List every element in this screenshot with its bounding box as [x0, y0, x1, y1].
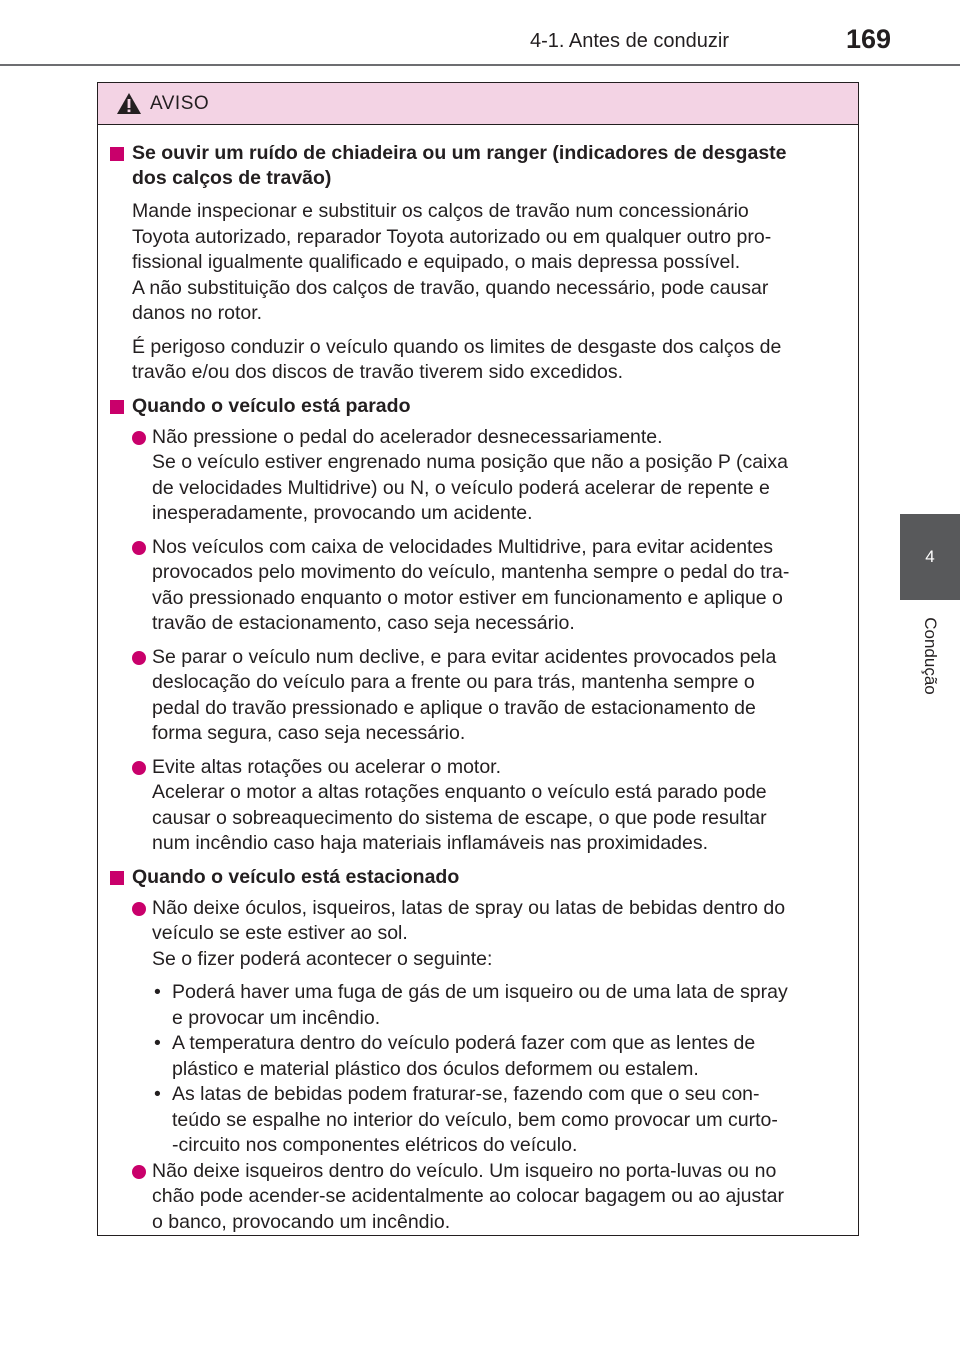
text-line: inesperadamente, provocando um acidente.: [152, 502, 533, 524]
circle-bullet-icon: [132, 541, 146, 555]
list-item: [108, 425, 850, 527]
text-line: de velocidades Multidrive) ou N, o veículo poderá acelerar de repente e: [152, 476, 770, 499]
text-line: É perigoso conduzir o veículo quando os limites de desgaste dos calços de: [132, 335, 782, 358]
text-line: Acelerar o motor a altas rotações enquanto o veículo está parado pode: [152, 781, 767, 803]
chapter-number: 4: [925, 547, 935, 566]
chapter-tab[interactable]: [900, 514, 960, 600]
list-item: [108, 755, 850, 857]
circle-bullet-icon: [132, 902, 146, 916]
text-line: Mande inspecionar e substituir os calços de travão num concessionário: [132, 200, 749, 222]
text-line: plástico e material plástico dos óculos deformem ou estalem.: [172, 1057, 699, 1080]
text-line: A temperatura dentro do veículo poderá fazer com que as lentes de: [172, 1032, 756, 1054]
chapter-label: Condução: [921, 617, 940, 695]
text-line: chão pode acender-se acidentalmente ao colocar bagagem ou ao ajustar: [152, 1185, 785, 1207]
text-line: Evite altas rotações ou acelerar o motor.: [152, 755, 502, 778]
text-line: A não substituição dos calços de travão, quando necessário, pode causar: [132, 276, 769, 299]
text-line: Se o fizer poderá acontecer o seguinte:: [152, 947, 493, 970]
header-divider: [0, 64, 960, 66]
text-line: provocados pelo movimento do veículo, mantenha sempre o pedal do tra-: [152, 561, 790, 583]
text-line: fissional igualmente qualificado e equipado, o mais depressa possível.: [132, 251, 741, 273]
page-number: 169: [846, 24, 892, 54]
square-bullet-icon: [110, 147, 124, 161]
square-bullet-icon: [110, 400, 124, 414]
circle-bullet-icon: [132, 761, 146, 775]
heading-line: Quando o veículo está parado: [132, 394, 411, 417]
paragraph: [108, 335, 850, 386]
sub-bullet-marker: •: [154, 1032, 161, 1054]
warning-box: [97, 82, 859, 1236]
text-line: e provocar um incêndio.: [172, 1006, 381, 1029]
text-line: Poderá haver uma fuga de gás de um isqueiro ou de uma lata de spray: [172, 981, 788, 1003]
text-line: As latas de bebidas podem fraturar-se, fazendo com que o seu con-: [172, 1083, 760, 1105]
text-line: Se parar o veículo num declive, e para evitar acidentes provocados pela: [152, 645, 777, 668]
text-line: num incêndio caso haja materiais inflamáveis nas proximidades.: [152, 832, 709, 854]
text-line: travão e/ou dos discos de travão tiverem sido excedidos.: [132, 361, 624, 383]
text-line: forma segura, caso seja necessário.: [152, 722, 466, 744]
sub-bullet-marker: •: [154, 1083, 161, 1105]
text-line: teúdo se espalhe no interior do veículo, bem como provocar um curto-: [172, 1108, 778, 1131]
section-heading-parked: [108, 865, 850, 890]
text-line: Não deixe isqueiros dentro do veículo. Um isqueiro no porta-luvas ou no: [152, 1159, 777, 1182]
circle-bullet-icon: [132, 1165, 146, 1179]
section-header: 4-1. Antes de conduzir: [530, 30, 730, 52]
heading-line: Quando o veículo está estacionado: [132, 865, 460, 888]
text-line: pedal do travão pressionado e aplique o travão de estacionamento de: [152, 696, 756, 719]
list-item: [108, 645, 850, 747]
text-line: o banco, provocando um incêndio.: [152, 1210, 451, 1233]
warning-triangle-icon: [116, 92, 142, 115]
text-line: veículo se este estiver ao sol.: [152, 922, 408, 944]
text-line: Não deixe óculos, isqueiros, latas de spray ou latas de bebidas dentro do: [152, 896, 786, 919]
text-line: deslocação do veículo para a frente ou para trás, mantenha sempre o: [152, 671, 755, 693]
text-line: causar o sobreaquecimento do sistema de escape, o que pode resultar: [152, 806, 767, 829]
text-line: Não pressione o pedal do acelerador desnecessariamente.: [152, 425, 663, 448]
warning-header: [98, 83, 858, 125]
text-line: Se o veículo estiver engrenado numa posição que não a posição P (caixa: [152, 451, 788, 473]
text-line: vão pressionado enquanto o motor estiver em funcionamento e aplique o: [152, 586, 783, 609]
list-item: [108, 535, 850, 637]
square-bullet-icon: [110, 871, 124, 885]
list-item: [108, 1159, 850, 1236]
list-item: [108, 896, 850, 973]
section-heading-stopped: [108, 394, 850, 419]
text-line: Toyota autorizado, reparador Toyota autorizado ou em qualquer outro pro-: [132, 225, 772, 248]
section-heading-brake-pads: [108, 141, 850, 191]
warning-content: [98, 125, 858, 1235]
sub-bullet-marker: •: [154, 981, 161, 1003]
text-line: danos no rotor.: [132, 302, 263, 324]
circle-bullet-icon: [132, 431, 146, 445]
sub-list-item: [108, 1082, 850, 1159]
text-line: travão de estacionamento, caso seja necessário.: [152, 612, 575, 634]
text-line: Nos veículos com caixa de velocidades Multidrive, para evitar acidentes: [152, 535, 774, 558]
heading-line: Se ouvir um ruído de chiadeira ou um ranger (indicadores de desgaste: [132, 142, 787, 164]
warning-title: AVISO: [150, 92, 210, 114]
heading-line: dos calços de travão): [132, 167, 332, 189]
circle-bullet-icon: [132, 651, 146, 665]
sub-list-item: [108, 980, 850, 1031]
paragraph: [108, 199, 850, 327]
text-line: -circuito nos componentes elétricos do veículo.: [172, 1134, 578, 1156]
sub-list-item: [108, 1031, 850, 1082]
